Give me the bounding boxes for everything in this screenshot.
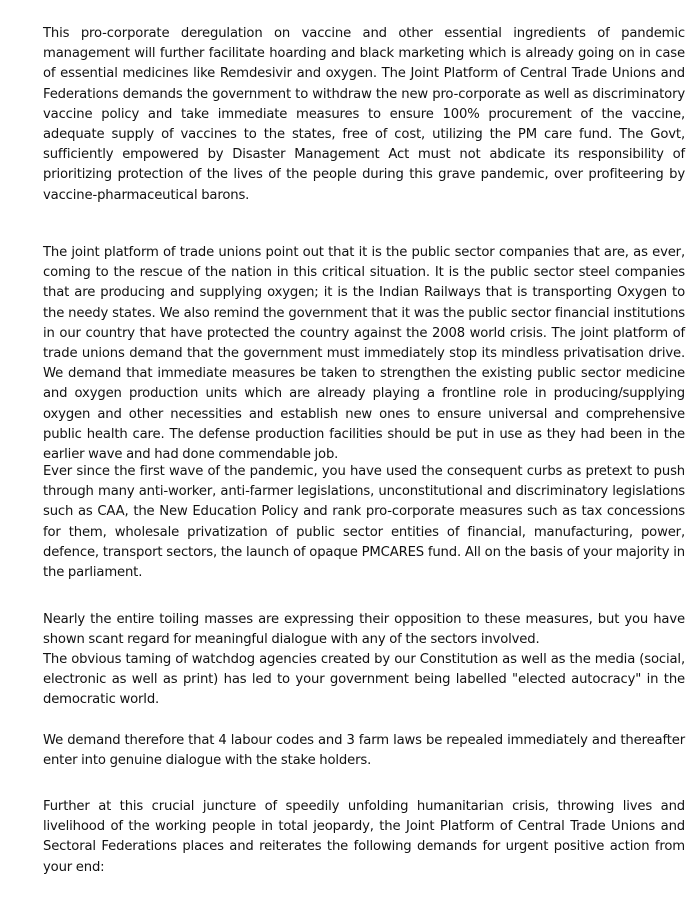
paragraph-public-sector: The joint platform of trade unions point out that it is the public sector companies that are, as ever, coming to the rescue of the nation in this critical situation. It is the public sector steel companies that are producing and supplying oxygen; it is the Indian Railways that is transporting Oxygen to the needy states. We also remind the government that it was the public sector financial institutions in our country that have protected the country against the 2008 world crisis. The joint platform of trade unions demand that the government must immediately stop its mindless privatisation drive. We demand that immediate measures be taken to strengthen the existing public sector medicine and oxygen production units which are already playing a frontline role in producing/supplying oxygen and other necessities and establish new ones to ensure universal and comprehensive public health care. The defense production facilities should be put in use as they had been in the earlier wave and had done commendable job.	[43, 245, 685, 463]
paragraph-watchdog-agencies: The obvious taming of watchdog agencies created by our Constitution as well as the media (social, electronic as well as print) has led to your government being labelled "elected autocracy" in the democratic world.	[43, 652, 685, 708]
paragraph-further-demands: Further at this crucial juncture of speedily unfolding humanitarian crisis, throwing lives and livelihood of the working people in total jeopardy, the Joint Platform of Central Trade Unions and Sectoral Federations places and reiterates the following demands for urgent positive action from your end:	[43, 799, 685, 875]
paragraph-vaccine-deregulation: This pro-corporate deregulation on vaccine and other essential ingredients of pandemic management will further facilitate hoarding and black marketing which is already going on in case of essential medicines like Remdesivir and oxygen. The Joint Platform of Central Trade Unions and Federations demands the government to withdraw the new pro-corporate as well as discriminatory vaccine policy and take immediate measures to ensure 100% procurement of the vaccine, adequate supply of vaccines to the states, free of cost, utilizing the PM care fund. The Govt, sufficiently empowered by Disaster Management Act must not abdicate its responsibility of prioritizing protection of the lives of the people during this grave pandemic, over profiteering by vaccine-pharmaceutical barons.	[43, 26, 685, 203]
paragraph-first-wave: Ever since the first wave of the pandemic, you have used the consequent curbs as pretext to push through many anti-worker, anti-farmer legislations, unconstitutional and discriminatory legislations such as CAA, the New Education Policy and rank pro-corporate measures such as tax concessions for them, wholesale privatization of public sector entities of financial, manufacturing, power, defence, transport sectors, the launch of opaque PMCARES fund. All on the basis of your majority in the parliament.	[43, 464, 685, 581]
paragraph-toiling-masses: Nearly the entire toiling masses are expressing their opposition to these measures, but you have shown scant regard for meaningful dialogue with any of the sectors involved.	[43, 612, 685, 648]
paragraph-repeal-demand: We demand therefore that 4 labour codes and 3 farm laws be repealed immediately and thereafter enter into genuine dialogue with the stake holders.	[43, 733, 685, 769]
